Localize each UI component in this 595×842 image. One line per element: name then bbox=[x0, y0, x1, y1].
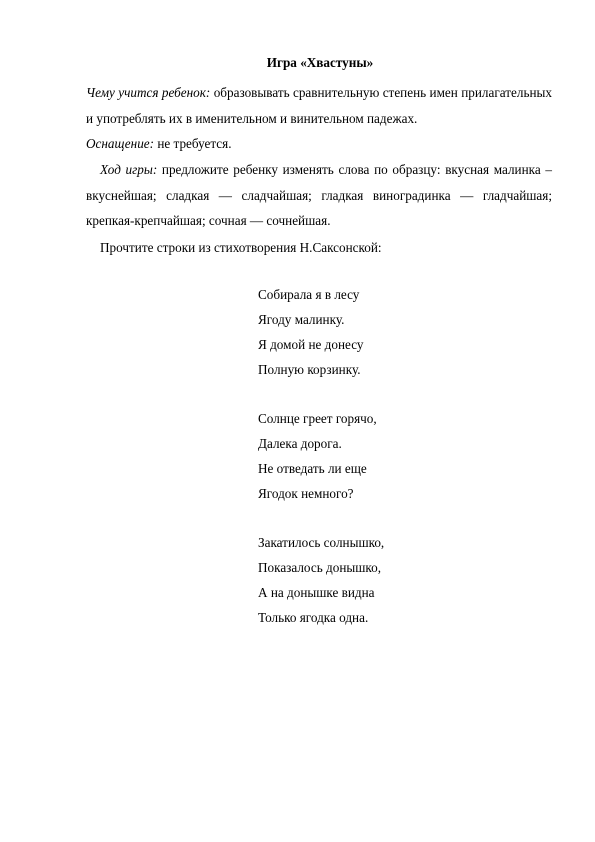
poem-stanza-2 bbox=[258, 406, 377, 506]
poem-stanza-1 bbox=[258, 282, 363, 382]
poem-line: Закатилось солнышко, bbox=[258, 535, 385, 550]
poem-line: Полную корзинку. bbox=[258, 362, 361, 377]
poem-line: Собирала я в лесу bbox=[258, 287, 360, 302]
course-paragraph bbox=[86, 157, 552, 234]
poem-line: Не отведать ли еще bbox=[258, 461, 367, 476]
equipment-text: не требуется. bbox=[154, 136, 232, 151]
course-label: Ход игры: bbox=[100, 162, 158, 177]
poem-line: А на донышке видна bbox=[258, 585, 375, 600]
document-title: Игра «Хвастуны» bbox=[266, 55, 374, 70]
goal-paragraph bbox=[86, 80, 552, 131]
poem-line: Я домой не донесу bbox=[258, 337, 364, 352]
course-text: предложите ребенку изменять слова по образцу: вкусная малинка – вкуснейшая; сладкая — сладчайшая; гладкая виноградинка — гладчайшая; крепкая-крепчайшая; сочная — сочнейшая. bbox=[86, 162, 552, 228]
poem-line: Далека дорога. bbox=[258, 436, 342, 451]
poem-line: Ягоду малинку. bbox=[258, 312, 345, 327]
poem-line: Только ягодка одна. bbox=[258, 610, 369, 625]
equipment-label: Оснащение: bbox=[86, 136, 155, 151]
goal-label: Чему учится ребенок: bbox=[86, 85, 211, 100]
poem-stanza-3 bbox=[258, 530, 384, 630]
intro-line: Прочтите строки из стихотворения Н.Саксонской: bbox=[100, 240, 382, 255]
goal-text: образовывать сравнительную степень имен прилагательных и употреблять их в именительном и винительном падежах. bbox=[86, 85, 552, 126]
poem-line: Показалось донышко, bbox=[258, 560, 382, 575]
poem-line: Ягодок немного? bbox=[258, 486, 354, 501]
poem-line: Солнце греет горячо, bbox=[258, 411, 377, 426]
equipment-paragraph bbox=[86, 131, 552, 157]
